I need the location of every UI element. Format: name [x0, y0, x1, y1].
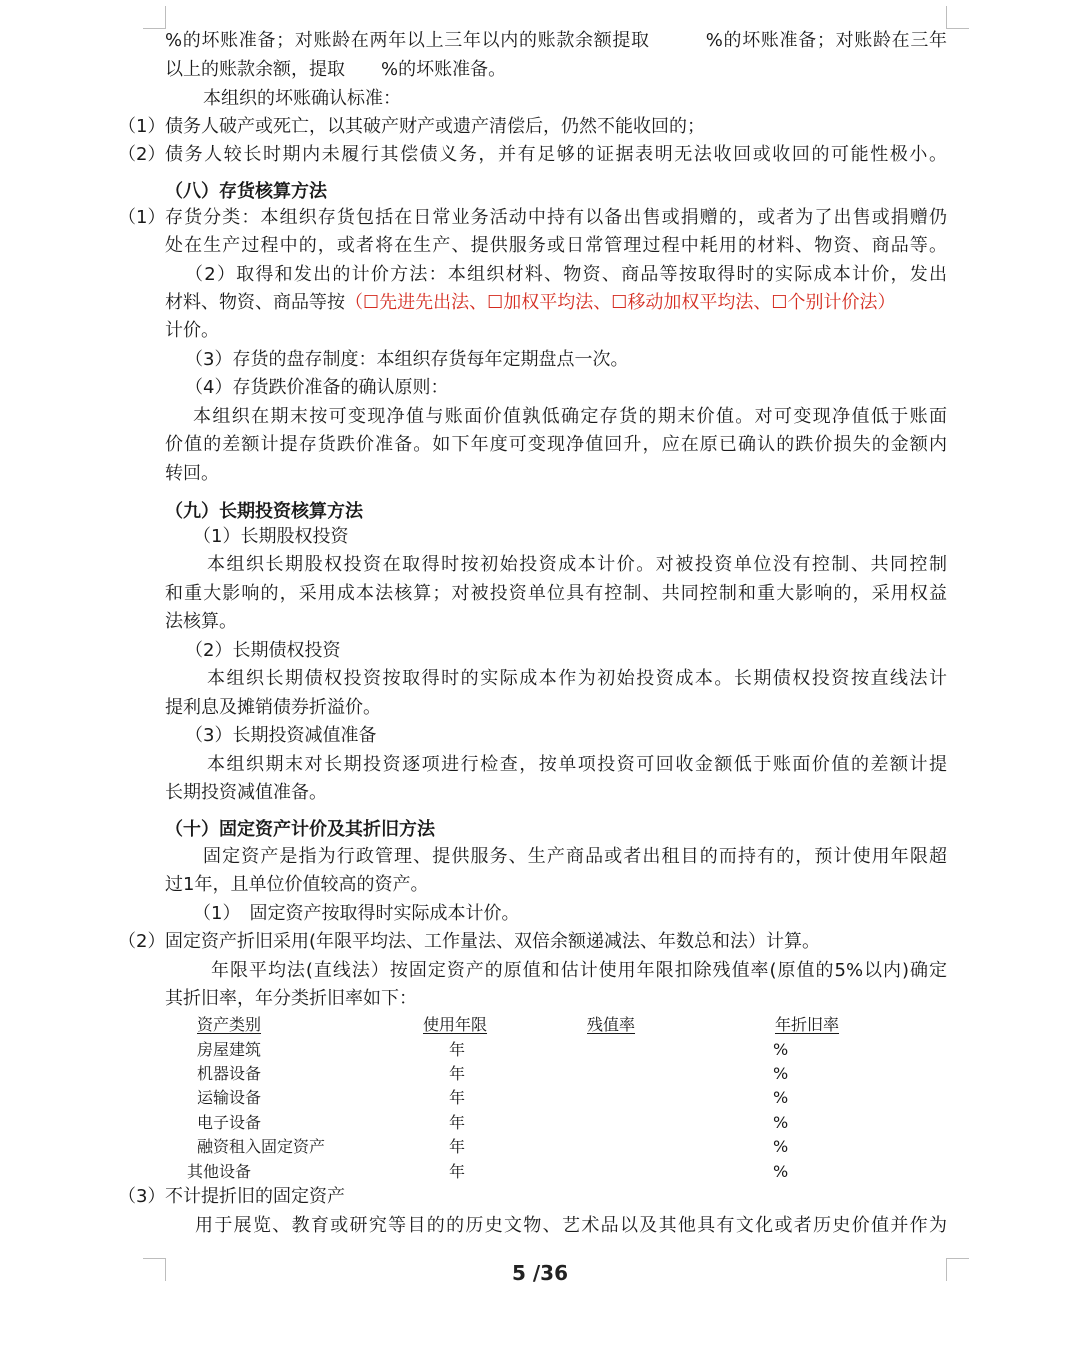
paragraph-line: 和重大影响的，采用成本法核算；对被投资单位具有控制、共同控制和重大影响的，采用权益 [165, 583, 947, 604]
paragraph-line: 以上的账款余额，提取 %的坏账准备。 [165, 59, 507, 80]
paragraph-line: 用于展览、教育或研究等目的的历史文物、艺术品以及其他具有文化或者历史价值并作为 [195, 1215, 947, 1236]
section-heading-fixed-assets: （十）固定资产计价及其折旧方法 [165, 819, 435, 840]
table-cell-rate: % [773, 1113, 789, 1132]
table-cell-life: 年 [449, 1040, 466, 1059]
pricing-method-options: （☐先进先出法、☐加权平均法、☐移动加权平均法、☐个别计价法） [345, 292, 896, 313]
list-item-text: 债务人破产或死亡，以其破产财产或遗产清偿后，仍然不能收回的； [165, 116, 705, 137]
paragraph-line: 本组织长期股权投资在取得时按初始投资成本计价。对被投资单位没有控制、共同控制 [207, 554, 947, 575]
table-cell-category: 融资租入固定资产 [197, 1137, 326, 1156]
paragraph-line: 转回。 [165, 463, 219, 484]
paragraph-line: 计价。 [165, 320, 219, 341]
table-cell-rate: % [773, 1162, 789, 1181]
page-number: 5 /36 [511, 1261, 568, 1285]
paragraph-line: 本组织的坏账确认标准： [203, 88, 401, 109]
paragraph-line: 其折旧率，年分类折旧率如下： [165, 988, 417, 1009]
table-header-annual-rate: 年折旧率 [775, 1015, 840, 1034]
table-header-asset-category: 资产类别 [197, 1015, 262, 1034]
table-cell-category: 电子设备 [197, 1113, 262, 1132]
paragraph-line: 过1年，且单位价值较高的资产。 [165, 874, 429, 895]
list-item-text: 不计提折旧的固定资产 [165, 1186, 345, 1207]
paragraph-line: 本组织长期债权投资按取得时的实际成本作为初始投资成本。长期债权投资按直线法计 [207, 668, 947, 689]
table-cell-category: 机器设备 [197, 1064, 262, 1083]
paragraph-line: 处在生产过程中的，或者将在生产、提供服务或日常管理过程中耗用的材料、物资、商品等。 [165, 235, 947, 256]
crop-mark-top-left [143, 6, 166, 29]
paragraph-line: 固定资产是指为行政管理、提供服务、生产商品或者出租目的而持有的，预计使用年限超 [203, 846, 947, 867]
list-item-text: 固定资产折旧采用(年限平均法、工作量法、双倍余额递减法、年数总和法）计算。 [165, 931, 821, 952]
crop-mark-top-right [946, 6, 969, 29]
table-header-residual-rate: 残值率 [587, 1015, 636, 1034]
table-cell-category: 运输设备 [197, 1088, 262, 1107]
table-cell-rate: % [773, 1064, 789, 1083]
paragraph-line: 提利息及摊销债券折溢价。 [165, 697, 381, 718]
paragraph-line: （3）长期投资减值准备 [185, 725, 377, 746]
paragraph-line: 法核算。 [165, 611, 237, 632]
paragraph-line: 本组织期末对长期投资逐项进行检查，按单项投资可回收金额低于账面价值的差额计提 [207, 754, 947, 775]
paragraph-text: 材料、物资、商品等按 [165, 292, 345, 313]
paragraph-line: %的坏账准备；对账龄在两年以上三年以内的账款余额提取 %的坏账准备；对账龄在三年 [165, 30, 947, 51]
paragraph-line: （1） 固定资产按取得时实际成本计价。 [193, 903, 520, 924]
paragraph-line: 长期投资减值准备。 [165, 782, 327, 803]
paragraph-line: （3）存货的盘存制度：本组织存货每年定期盘点一次。 [185, 349, 629, 370]
paragraph-line: 年限平均法(直线法）按固定资产的原值和估计使用年限扣除残值率(原值的5%以内)确定 [211, 960, 947, 981]
paragraph-line [165, 289, 947, 317]
table-cell-category: 房屋建筑 [197, 1040, 262, 1059]
paragraph-line: 价值的差额计提存货跌价准备。如下年度可变现净值回升，应在原已确认的跌价损失的金额内 [165, 434, 947, 455]
paragraph-line: （1）长期股权投资 [193, 526, 349, 547]
table-cell-category: 其他设备 [187, 1162, 252, 1181]
table-cell-life: 年 [449, 1137, 466, 1156]
table-cell-rate: % [773, 1137, 789, 1156]
list-number: （2） [118, 931, 166, 952]
section-heading-inventory: （八）存货核算方法 [165, 181, 327, 202]
list-number: （1） [118, 116, 166, 137]
table-cell-life: 年 [449, 1113, 466, 1132]
list-item-text: 存货分类：本组织存货包括在日常业务活动中持有以备出售或捐赠的，或者为了出售或捐赠仍 [165, 207, 947, 228]
table-cell-life: 年 [449, 1064, 466, 1083]
table-cell-life: 年 [449, 1088, 466, 1107]
list-number: （2） [118, 144, 166, 165]
table-cell-rate: % [773, 1088, 789, 1107]
list-number: （3） [118, 1186, 166, 1207]
list-item-text: 债务人较长时期内未履行其偿债义务，并有足够的证据表明无法收回或收回的可能性极小。 [165, 144, 947, 165]
table-header-useful-life: 使用年限 [423, 1015, 488, 1034]
table-cell-life: 年 [449, 1162, 466, 1181]
paragraph-line: （2）取得和发出的计价方法：本组织材料、物资、商品等按取得时的实际成本计价，发出 [185, 264, 947, 285]
list-number: （1） [118, 207, 166, 228]
section-heading-long-term-investment: （九）长期投资核算方法 [165, 501, 363, 522]
paragraph-line: （2）长期债权投资 [185, 640, 341, 661]
paragraph-line: （4）存货跌价准备的确认原则： [185, 377, 449, 398]
paragraph-line: 本组织在期末按可变现净值与账面价值孰低确定存货的期末价值。对可变现净值低于账面 [193, 406, 947, 427]
table-cell-rate: % [773, 1040, 789, 1059]
